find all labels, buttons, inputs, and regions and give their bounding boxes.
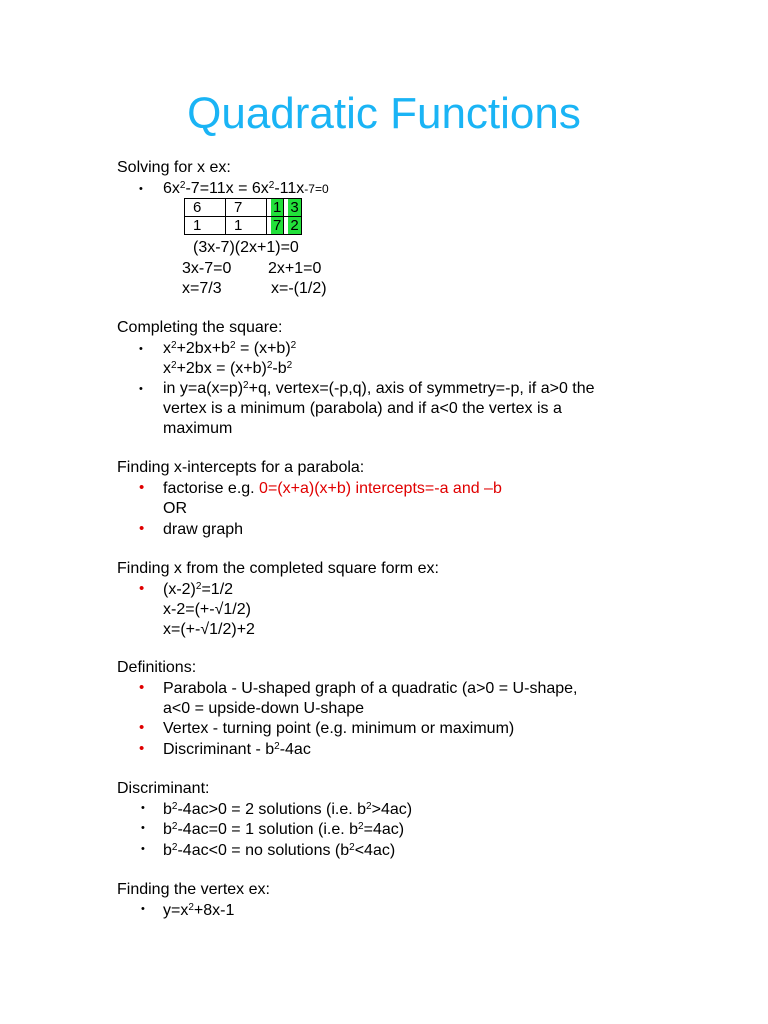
section-heading-completed-square: Finding x from the completed square form ex: (117, 560, 439, 577)
table-cell: 7 (226, 199, 267, 217)
section-heading-definitions: Definitions: (117, 659, 197, 676)
section-heading-completing-square: Completing the square: (117, 319, 283, 336)
bullet-icon: • (139, 520, 145, 537)
bullet-icon: • (139, 580, 145, 597)
bullet-icon: • (139, 719, 145, 736)
bullet-icon: • (139, 679, 145, 696)
bullet-icon: • (139, 383, 143, 395)
bullet-icon: • (141, 822, 145, 834)
solution-line: 2x+1=0 (268, 260, 322, 277)
list-item: Parabola - U-shaped graph of a quadratic (a>0 = U-shape, (163, 680, 578, 697)
factor-table (184, 198, 302, 235)
list-item: factorise e.g. 0=(x+a)(x+b) intercepts=-a and –b (163, 480, 502, 497)
table-cell: 1 (226, 217, 267, 235)
table-cell-highlight: 1 (267, 199, 284, 217)
section-heading-x-intercepts: Finding x-intercepts for a parabola: (117, 459, 365, 476)
solution-line: 3x-7=0 (182, 260, 232, 277)
factored-equation: (3x-7)(2x+1)=0 (193, 239, 299, 256)
list-item: $b^2-4ac=0 = 1$ solution (i.e. $b^2=4ac$) (163, 821, 405, 838)
equation-line: $x^2+2bx = (x+b)^2-b^2$ (163, 360, 293, 377)
bullet-icon: • (139, 740, 145, 757)
table-cell: 1 (185, 217, 226, 235)
bullet-icon: • (141, 843, 145, 855)
list-item: $b^2-4ac>0 = 2$ solutions (i.e. $b^2>4ac$) (163, 801, 413, 818)
text-line: a<0 = upside-down U-shape (163, 700, 365, 717)
solution-line: x=-(1/2) (271, 280, 327, 297)
equation-line: $6x^2-7=11x = 6x^2-11x-7=0$ (163, 180, 329, 197)
list-item: draw graph (163, 521, 244, 538)
equation-line: x=(+-√1/2)+2 (163, 621, 255, 638)
text-line: in y=a(x=p)$^2$+q, vertex=(-p,q), axis of symmetry=-p, if a>0 the (163, 380, 595, 397)
page-title: Quadratic Functions (187, 89, 581, 138)
table-cell-highlight: 7 (267, 217, 284, 235)
equation-line: $(x-2)^2=1/2$ (163, 581, 234, 598)
section-heading-vertex: Finding the vertex ex: (117, 881, 270, 898)
table-row (185, 199, 302, 217)
bullet-icon: • (141, 802, 145, 814)
list-item: Discriminant - $b^2-4ac$ (163, 741, 311, 758)
text-line: OR (163, 500, 187, 517)
bullet-icon: • (139, 479, 145, 496)
list-item: $b^2-4ac<0$ = no solutions $(b^2<4ac)$ (163, 842, 396, 859)
bullet-icon: • (139, 343, 143, 355)
equation-line: $x^2+2bx+b^2 = (x+b)^2$ (163, 340, 297, 357)
list-item: $y=x^2+8x-1$ (163, 902, 235, 919)
table-cell: 6 (185, 199, 226, 217)
section-heading-solving: Solving for x ex: (117, 159, 231, 176)
list-item: Vertex - turning point (e.g. minimum or maximum) (163, 720, 515, 737)
bullet-icon: • (141, 903, 145, 915)
text-line: maximum (163, 420, 233, 437)
solution-line: x=7/3 (182, 280, 222, 297)
text-line: vertex is a minimum (parabola) and if a<0 the vertex is a (163, 400, 562, 417)
table-cell-highlight: 3 (284, 199, 301, 217)
equation-line: x-2=(+-√1/2) (163, 601, 251, 618)
section-heading-discriminant: Discriminant: (117, 780, 210, 797)
bullet-icon: • (139, 183, 143, 195)
table-cell-highlight: 2 (284, 217, 301, 235)
table-row (185, 217, 302, 235)
